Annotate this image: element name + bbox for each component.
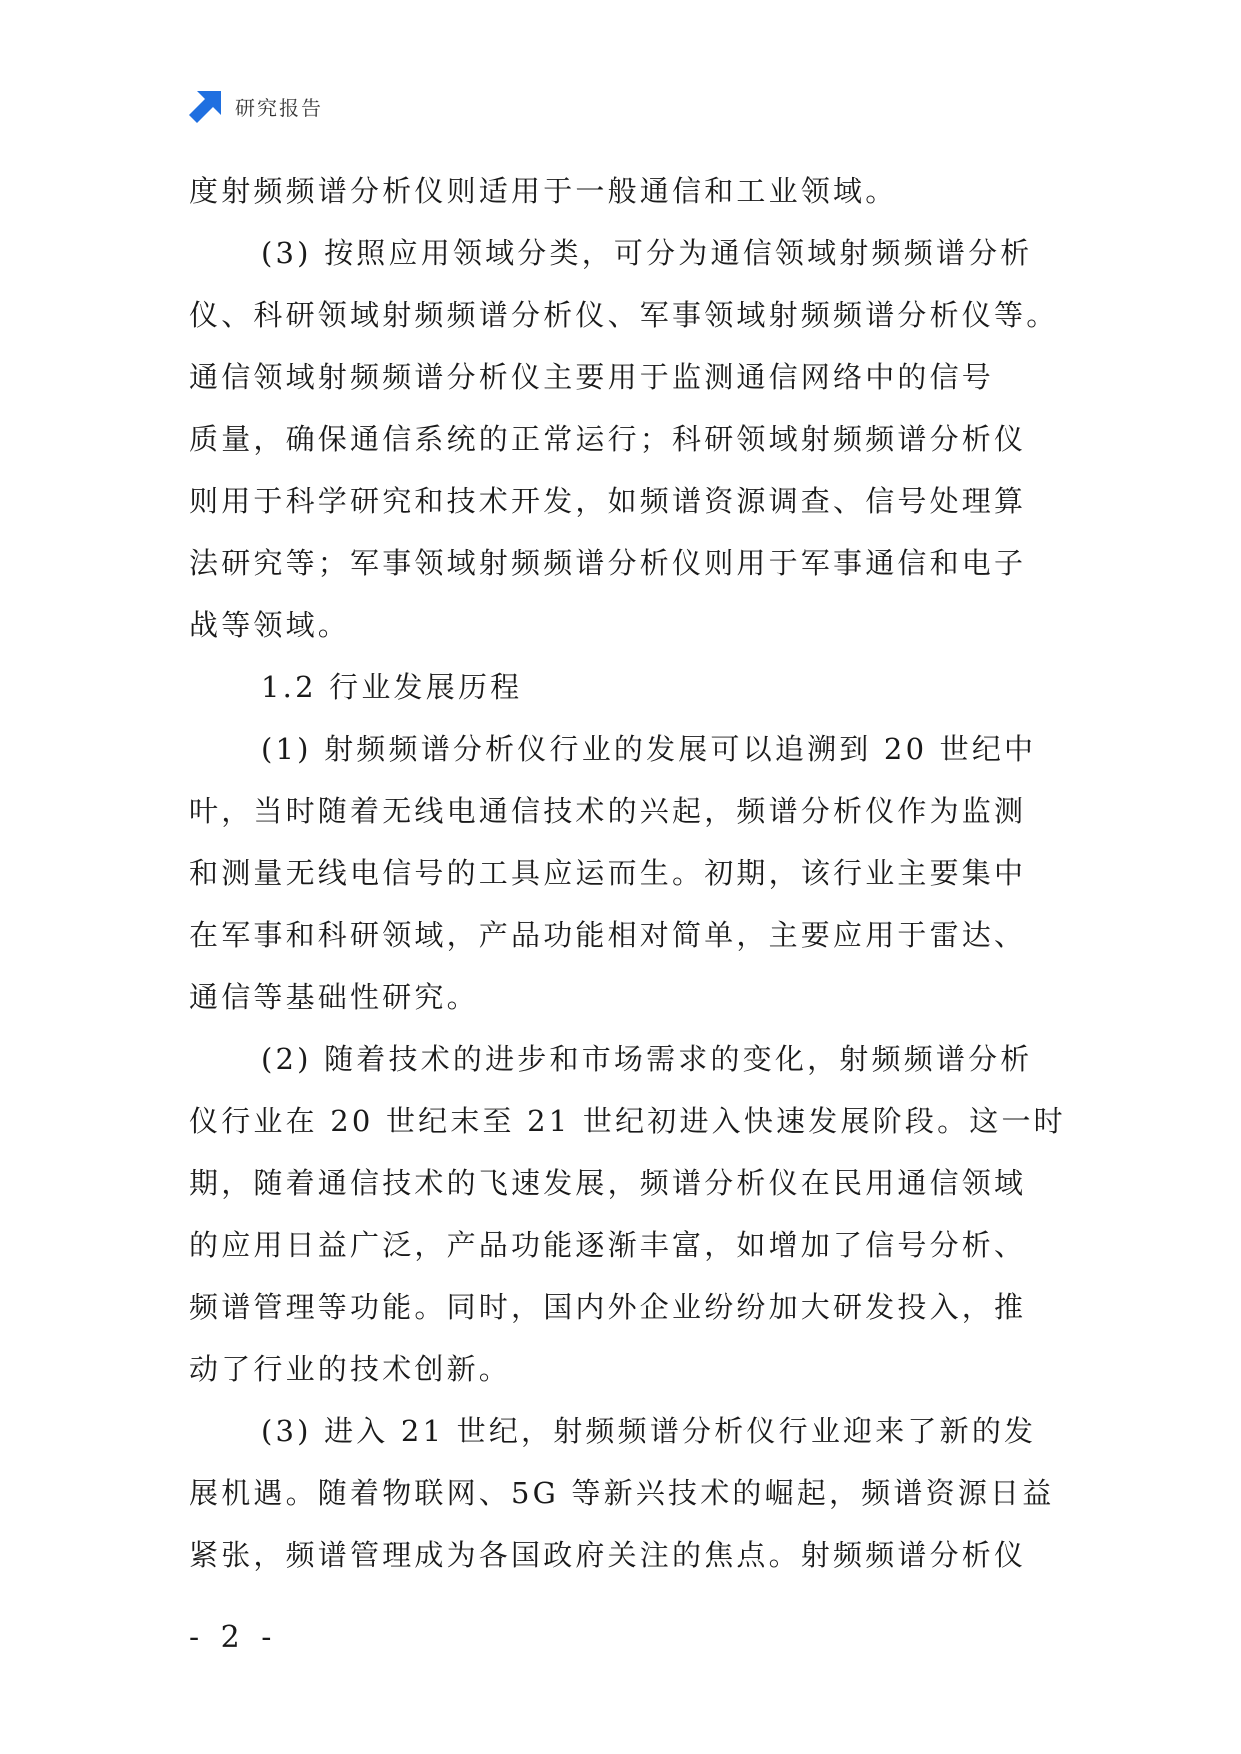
text-line: 战等领域。 bbox=[189, 608, 351, 642]
text-line: 展机遇。随着物联网、5G 等新兴技术的崛起，频谱资源日益 bbox=[189, 1476, 1055, 1510]
text-line: 的应用日益广泛，产品功能逐渐丰富，如增加了信号分析、 bbox=[189, 1228, 1027, 1262]
text-line: 度射频频谱分析仪则适用于一般通信和工业领域。 bbox=[189, 174, 898, 208]
text-line: 在军事和科研领域，产品功能相对简单，主要应用于雷达、 bbox=[189, 918, 1027, 952]
text-line: (3) 按照应用领域分类，可分为通信领域射频频谱分析 bbox=[261, 236, 1033, 270]
text-line: 期，随着通信技术的飞速发展，频谱分析仪在民用通信领域 bbox=[189, 1166, 1027, 1200]
document-body bbox=[189, 160, 1066, 1586]
text-line: 频谱管理等功能。同时，国内外企业纷纷加大研发投入，推 bbox=[189, 1290, 1027, 1324]
text-line: 1.2 行业发展历程 bbox=[261, 670, 523, 704]
arrow-up-right-icon bbox=[189, 89, 223, 123]
text-line: 仪、科研领域射频频谱分析仪、军事领域射频频谱分析仪等。 bbox=[189, 298, 1059, 332]
text-line: (3) 进入 21 世纪，射频频谱分析仪行业迎来了新的发 bbox=[261, 1414, 1037, 1448]
text-line: 动了行业的技术创新。 bbox=[189, 1352, 512, 1386]
text-line: 质量，确保通信系统的正常运行；科研领域射频频谱分析仪 bbox=[189, 422, 1027, 456]
text-line: 通信领域射频频谱分析仪主要用于监测通信网络中的信号 bbox=[189, 360, 995, 394]
header-title: 研究报告 bbox=[235, 95, 323, 120]
text-line: (2) 随着技术的进步和市场需求的变化，射频频谱分析 bbox=[261, 1042, 1033, 1076]
text-line: 仪行业在 20 世纪末至 21 世纪初进入快速发展阶段。这一时 bbox=[189, 1104, 1066, 1138]
text-line: 法研究等；军事领域射频频谱分析仪则用于军事通信和电子 bbox=[189, 546, 1027, 580]
page-header bbox=[189, 88, 323, 124]
text-line: 则用于科学研究和技术开发，如频谱资源调查、信号处理算 bbox=[189, 484, 1027, 518]
text-line: 通信等基础性研究。 bbox=[189, 980, 479, 1014]
text-line: 叶，当时随着无线电通信技术的兴起，频谱分析仪作为监测 bbox=[189, 794, 1027, 828]
text-line: 紧张，频谱管理成为各国政府关注的焦点。射频频谱分析仪 bbox=[189, 1538, 1027, 1572]
text-line: (1) 射频频谱分析仪行业的发展可以追溯到 20 世纪中 bbox=[261, 732, 1037, 766]
text-line: 和测量无线电信号的工具应运而生。初期，该行业主要集中 bbox=[189, 856, 1027, 890]
page-number: - 2 - bbox=[189, 1620, 278, 1655]
